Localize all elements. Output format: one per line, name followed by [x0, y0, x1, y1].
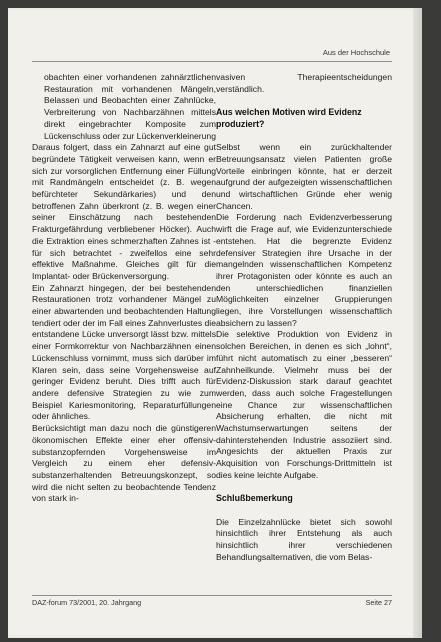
page-number: Seite 27: [365, 598, 392, 607]
left-paragraph-2: Ein Zahnarzt hingegen, der bei bestehenden Restaurationen trotz vorhandener Mängel zu einer abwartenden und beobachtenden Haltung tendiert oder der im Fall eines Zahnverlustes die entstandene Lücke unversorgt lässt bzw. mittels einer Formkorrektur von Nachbarzähnen einen Lückenschluss vornimmt, muss sich darüber im Klaren sein, dass seine Vorgehensweise auf geringer Evidenz beruht. Dies trifft auch für andere defensive Strategien zu wie zum Beispiel Kariesmonitoring, Reparaturfüllungen oder ähnliches.: [32, 282, 216, 422]
left-paragraph-1: Daraus folgert, dass ein Zahnarzt auf eine gut begründete Tätigkeit verweisen kann, wenn er sich zur vorsorglichen Entfernung einer Füllung mit Randmängeln entscheidet (z. B. wegen befürchteter Sekundärkaries) und den betroffenen Zahn überkront (z. B. wegen einer seiner Einschätzung nach bestehenden Frakturgefährdung verbliebener Höcker). Auch die Extraktion eines schmerzhaften Zahnes ist - für sich betrachtet - zweifellos eine sehr effektive Maßnahme. Gleiches gilt für die Implantat- oder Brückenversorgung.: [32, 142, 216, 281]
header-rule: [32, 61, 392, 62]
spacer: [216, 95, 392, 107]
right-paragraph-1: Selbst wenn ein zurückhaltender Betreuungsansatz vielen Patienten große Vorteile einbringen könnte, hat er derzeit aufgrund der aufgezeigten wissenschaftlichen und wirtschaftlichen Gründe eher wenig Chancen.: [216, 142, 392, 211]
magazine-page: [8, 8, 422, 638]
section-heading-conclusion: Schlußbemerkung: [216, 493, 293, 504]
spacer: [216, 131, 392, 143]
right-continuation-paragraph: vasiven Therapieentscheidungen verständlich.: [216, 72, 392, 94]
spacer: [216, 482, 392, 494]
section-label: Aus der Hochschule: [322, 48, 390, 57]
journal-citation: DAZ-forum 73/2001, 20. Jahrgang: [32, 598, 142, 607]
right-paragraph-2: Die Forderung nach Evidenzverbesserung wirft die Frage auf, wie Evidenzunterschiede entstehen. Hat die begrenzte Evidenz defensiver Strategien ihre Ursache in der mangelnden wissenschaftlichen Kompetenz ihrer Protagonisten oder könnte es auch an den unterschiedlichen finanziellen Möglichkeiten einzelner Gruppierungen liegen, ihre Vorstellungen wissenschaftlich absichern zu lassen?: [216, 212, 392, 328]
right-paragraph-3: Die selektive Produktion von Evidenz in solchen Bereichen, in denen es sich „lohnt“, führt nicht automatisch zu einer „besseren“ Zahnheilkunde. Vielmehr muss bei der Evidenz-Diskussion stark darauf geachtet werden, dass auch solche Fragestellungen eine Chance zur wissenschaftlichen Absicherung erhalten, die nicht mit Wachstumserwartungen seitens der dahinterstehenden Industrie assoziiert sind. Angesichts der aktuellen Praxis zur Akquisition von Forschungs-Drittmitteln ist dies keine leichte Aufgabe.: [216, 329, 392, 480]
section-heading-motives: Aus welchen Motiven wird Evidenz produziert?: [216, 107, 362, 129]
left-paragraph-3: Berücksichtigt man dazu noch die günstigeren ökonomischen Effekte einer eher offensiv-substanzopfernden Vorgehensweise im Vergleich zu einem eher defensiv-substanzerhaltenden Betreuungskonzept, so wird die nicht selten zu beobachtende Tendenz von stark in-: [32, 423, 216, 504]
page-spine-shadow: [413, 8, 422, 638]
left-column: [32, 72, 216, 505]
footer-rule: [32, 595, 392, 596]
right-column: [216, 72, 392, 563]
right-paragraph-4: Die Einzelzahnlücke bietet sich sowohl hinsichtlich ihrer Entstehung als auch hinsichtlich ihrer verschiedenen Behandlungsalternativen, die vom Belas-: [216, 516, 392, 562]
left-intro-paragraph: obachten einer vorhandenen zahnärztlichen Restauration mit vorhandenen Mängeln, Belassen und Beobachten einer Zahnlücke, Verbreiterung von Nachbarzähnen mittels direkt eingebrachter Komposite zum Lückenschluss oder zur Lückenverkleinerung: [44, 72, 216, 141]
spacer: [216, 505, 392, 517]
